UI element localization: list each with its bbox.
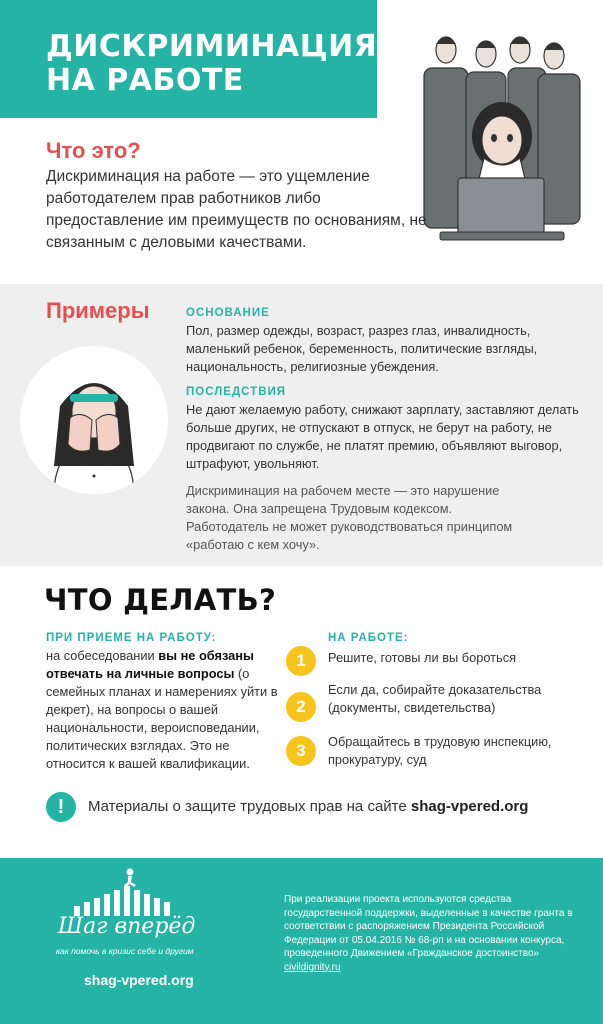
hiring-text-bold: вы не обязаны отвечать на личные вопросы — [46, 648, 254, 681]
exclamation-icon: ! — [46, 792, 76, 822]
note-site-link[interactable]: shag-vpered.org — [410, 798, 529, 815]
legal-text: При реализации проекта используются средства государственной поддержки, выделенные в качестве гранта в соответствии с распоряжением Президента Российской Федерации от 05.04.2016 № 68-рп и на основании конкурса, проведенного Движением «Гражданское достоинство» civildignity.ru — [284, 894, 573, 973]
logo-site-link[interactable]: shag-vpered.org — [84, 972, 194, 988]
consequences-text: Не дают желаемую работу, снижают зарплату, заставляют делать больше других, не отпускают в отпуск, не берут на работу, не продвигают по службе, не платят премию, объявляют выговор, штрафуют, увольняют. — [186, 402, 579, 471]
stairs-logo-icon — [70, 868, 190, 916]
step-number-2: 2 — [286, 692, 316, 722]
step-number-1: 1 — [286, 646, 316, 676]
step-text-1: Решите, готовы ли вы бороться — [328, 650, 517, 665]
step-text-3: Обращайтесь в трудовую инспекцию, прокуратуру, суд — [328, 734, 552, 767]
basis-heading: ОСНОВАНИЕ — [186, 307, 270, 319]
examples-heading: Примеры — [46, 298, 150, 323]
work-heading: НА РАБОТЕ: — [328, 632, 409, 644]
logo-tagline: как помочь в кризис себе и другим — [56, 946, 194, 956]
step-number-3: 3 — [286, 736, 316, 766]
office-illustration — [410, 28, 590, 250]
todo-heading: ЧТО ДЕЛАТЬ? — [44, 583, 277, 617]
materials-note: Материалы о защите трудовых прав на сайте shag-vpered.org — [88, 798, 529, 815]
step-text-2: Если да, собирайте доказательства (документы, свидетельства) — [328, 682, 542, 715]
page-title-line2: НА РАБОТЕ — [46, 63, 244, 98]
civildignity-link[interactable]: civildignity.ru — [284, 961, 341, 973]
girl-illustration — [20, 346, 168, 494]
basis-text: Пол, размер одежды, возраст, разрез глаз, инвалидность, маленький ребенок, беременность, политические взгляды, национальность, религиозные убеждения. — [186, 323, 538, 374]
consequences-heading: ПОСЛЕДСТВИЯ — [186, 386, 287, 398]
what-text: Дискриминация на работе — это ущемление работодателем прав работников либо предоставление им преимуществ по основаниям, не связанным с деловыми качествами. — [46, 168, 427, 251]
title-banner — [0, 0, 377, 118]
what-heading: Что это? — [46, 138, 141, 163]
hiring-heading: ПРИ ПРИЕМЕ НА РАБОТУ: — [46, 632, 217, 644]
hiring-text: на собеседовании вы не обязаны отвечать на личные вопросы (о семейных планах и намерениях уйти в декрет), на вопросы о вашей национальности, вероисповедании, политических взглядах. Это не относится к вашей квалификации. — [46, 648, 278, 771]
law-text: Дискриминация на рабочем месте — это нарушение закона. Она запрещена Трудовым кодексом. Работодатель не может руководствоваться принципом «работаю с кем хочу». — [186, 483, 513, 552]
logo-name: Шаг вперёд — [58, 914, 196, 939]
page-title-line1: ДИСКРИМИНАЦИЯ — [46, 29, 378, 64]
